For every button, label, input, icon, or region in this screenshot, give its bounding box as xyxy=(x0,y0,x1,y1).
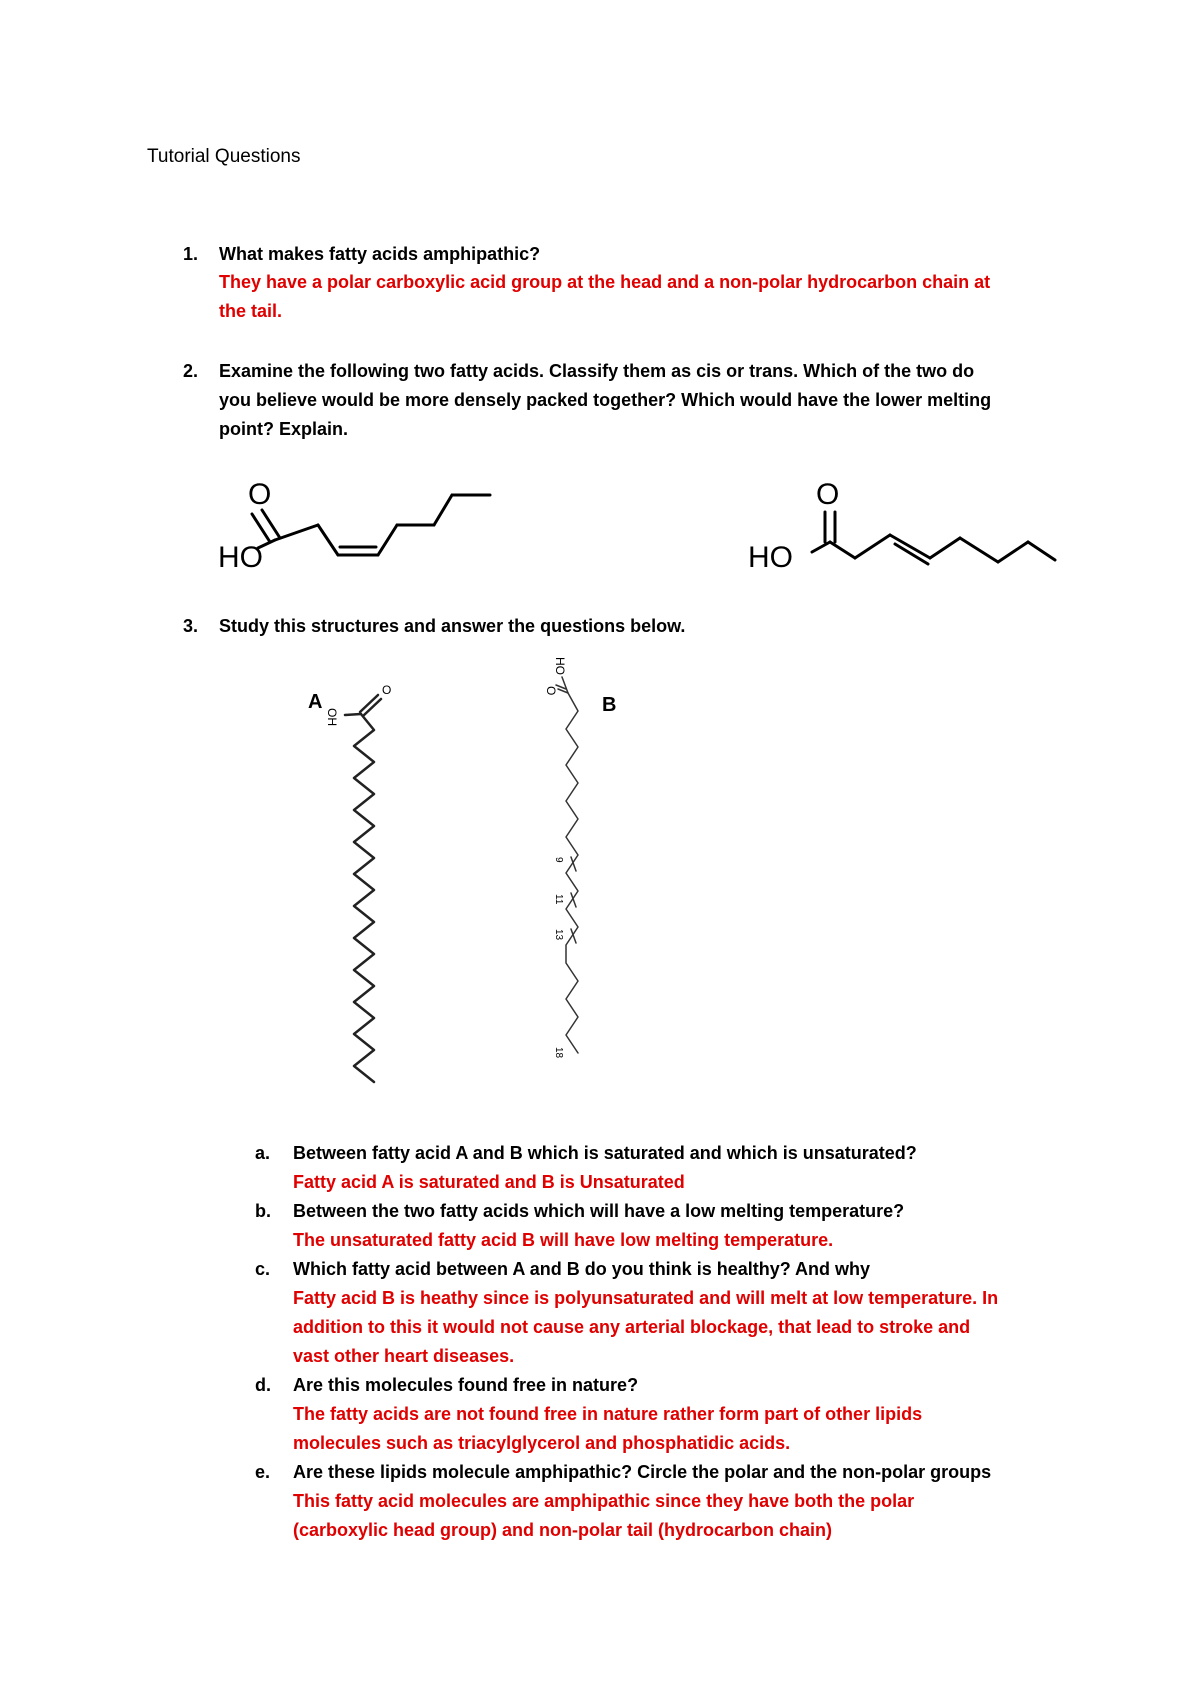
q3d-question: Are this molecules found free in nature? xyxy=(293,1375,639,1395)
q3b-letter: b. xyxy=(255,1201,271,1221)
q2-line-2: you believe would be more densely packed together? Which would have the lower melting xyxy=(219,390,992,410)
structure-a-label: A xyxy=(308,691,323,713)
q3a-question: Between fatty acid A and B which is saturated and which is unsaturated? xyxy=(293,1143,917,1163)
q3c-question: Which fatty acid between A and B do you think is healthy? And why xyxy=(293,1259,871,1279)
q3b-answer: The unsaturated fatty acid B will have low melting temperature. xyxy=(293,1230,834,1250)
q3c-answer-line-3: vast other heart diseases. xyxy=(293,1346,515,1366)
q3e-answer-line-1: This fatty acid molecules are amphipathic since they have both the polar xyxy=(293,1491,915,1511)
q3-question: Study this structures and answer the questions below. xyxy=(219,616,686,636)
hydroxyl-ho-label: HO xyxy=(748,541,793,574)
q3c-answer-line-2: addition to this it would not cause any arterial blockage, that lead to stroke and xyxy=(293,1317,971,1337)
saturated-fatty-acid-a-structure xyxy=(290,650,430,1090)
position-13-label: 13 xyxy=(553,929,564,941)
q1-number: 1. xyxy=(183,244,199,264)
trans-fatty-acid-structure xyxy=(730,470,1060,580)
page-title: Tutorial Questions xyxy=(147,146,301,167)
q2-number: 2. xyxy=(183,361,199,381)
position-11-label: 11 xyxy=(553,894,564,905)
q3a-letter: a. xyxy=(255,1143,271,1163)
structure-b-ho-label: HO xyxy=(553,657,567,675)
q1-question: What makes fatty acids amphipathic? xyxy=(219,244,541,264)
q3d-answer-line-1: The fatty acids are not found free in nature rather form part of other lipids xyxy=(293,1404,923,1424)
q3e-question: Are these lipids molecule amphipathic? Circle the polar and the non-polar groups xyxy=(293,1462,992,1482)
q3e-answer-line-2: (carboxylic head group) and non-polar tail (hydrocarbon chain) xyxy=(293,1520,833,1540)
q3a-answer: Fatty acid A is saturated and B is Unsaturated xyxy=(293,1172,685,1192)
q2-line-3: point? Explain. xyxy=(219,419,348,439)
q3d-answer-line-2: molecules such as triacylglycerol and phosphatidic acids. xyxy=(293,1433,791,1453)
q1-answer-line-1: They have a polar carboxylic acid group at the head and a non-polar hydrocarbon chain at xyxy=(219,272,991,292)
q3d-letter: d. xyxy=(255,1375,271,1395)
q3b-question: Between the two fatty acids which will have a low melting temperature? xyxy=(293,1201,905,1221)
hydroxyl-ho-label: HO xyxy=(218,541,263,574)
position-18-label: 18 xyxy=(553,1047,564,1059)
carbonyl-o-label: O xyxy=(248,478,272,511)
q1-answer-line-2: the tail. xyxy=(219,301,283,321)
structure-a-oh-label: OH xyxy=(325,708,339,726)
carbonyl-o-label: O xyxy=(816,478,840,511)
structure-b-label: B xyxy=(602,694,617,716)
structure-a-o-label: O xyxy=(382,683,392,697)
q2-line-1: Examine the following two fatty acids. Classify them as cis or trans. Which of the two do xyxy=(219,361,975,381)
unsaturated-fatty-acid-b-structure xyxy=(520,645,640,1090)
cis-fatty-acid-structure xyxy=(200,470,520,580)
q3c-answer-line-1: Fatty acid B is heathy since is polyunsaturated and will melt at low temperature. In xyxy=(293,1288,999,1308)
q3e-letter: e. xyxy=(255,1462,271,1482)
q3-number: 3. xyxy=(183,616,199,636)
structure-b-o-label: O xyxy=(544,686,558,696)
position-9-label: 9 xyxy=(553,857,564,863)
q3c-letter: c. xyxy=(255,1259,271,1279)
